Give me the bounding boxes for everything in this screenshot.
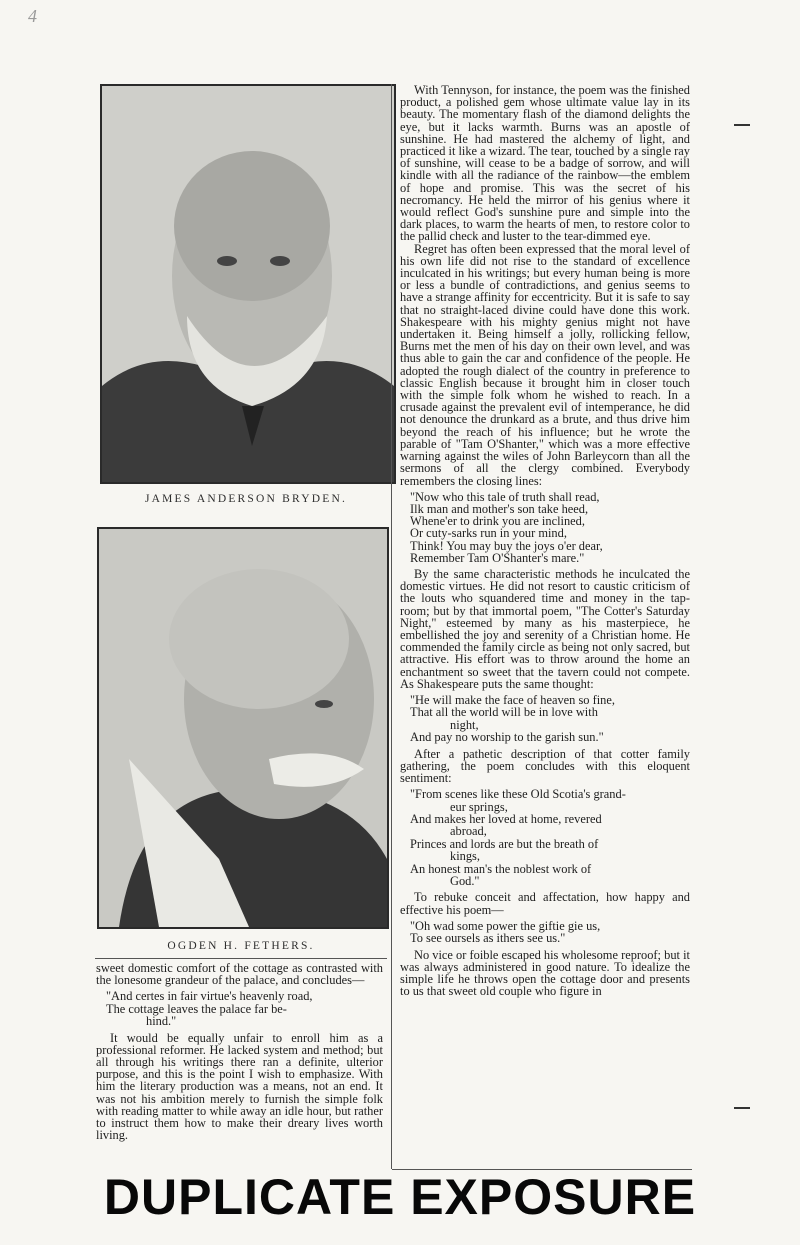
portrait-photo-fethers xyxy=(97,527,389,929)
quote-line: To see oursels as ithers see us." xyxy=(410,931,566,946)
quote-line: Remember Tam O'Shanter's mare." xyxy=(410,550,585,565)
quote-line: The cottage leaves the palace far be- xyxy=(106,1001,287,1016)
duplicate-exposure-stamp: DUPLICATE EXPOSURE xyxy=(103,1169,697,1225)
poem-quote xyxy=(400,920,690,945)
paragraph: No vice or foible escaped his wholesome reproof; but it was always administered in good nature. To idealize the simple life he throws open the cottage door and presents to us that sweet old couple who figure in xyxy=(400,947,690,999)
poem-quote xyxy=(400,491,690,564)
quote-line: Whene'er to drink you are inclined, xyxy=(410,514,585,529)
paragraph: To rebuke conceit and affectation, how happy and effective his poem— xyxy=(400,890,690,917)
page-number-mark: 4 xyxy=(28,6,37,26)
quote-line: Princes and lords are but the breath of xyxy=(410,836,599,851)
left-column-text xyxy=(96,962,383,1168)
portrait-caption-bryden: JAMES ANDERSON BRYDEN. xyxy=(144,493,348,505)
column-rule xyxy=(391,84,392,1169)
poem-quote xyxy=(400,694,690,744)
quote-line: Or cuty-sarks run in your mind, xyxy=(410,526,567,541)
quote-line: abroad, xyxy=(450,824,487,839)
paragraph: sweet domestic comfort of the cottage as contrasted with the lonesome grandeur of the palace, and concludes— xyxy=(96,962,383,988)
paragraph: By the same characteristic methods he inculcated the domestic virtues. He did not resort to caustic criticism of the louts who squandered time and money in the tap-room; but by that immortal poem, "The Cotter's Saturday Night," esteemed by many as his masterpiece, he embellished the joy and serenity of a Christian home. He commended the family circle as being not only sacred, but attractive. His effort was to throw around the home an enchantment so sweet that the tavern could not compete. As Shakespeare puts the same thought: xyxy=(400,566,690,691)
poem-quote xyxy=(96,990,383,1027)
poem-quote xyxy=(400,788,690,887)
quote-line: "Now who this tale of truth shall read, xyxy=(410,489,600,504)
paragraph: Regret has often been expressed that the moral level of his own life did not rise to the standard of excellence inculcated in his writings; but every human being is more or less a bundle of contradictions, and genius seems to have a strange affinity for eccentricity. But it is safe to say that no straight-laced divine could have done this work. Shakespeare with his mighty genius might not have undertaken it. Being himself a jolly, rollicking fellow, Burns met the men of his day on their own level, and was thus able to gain the car and confidence of the people. He adopted the rough dialect of the country in preference to classic English because it brought him in closer touch with the simple folk whom he wished to reach. In a crusade against the prevalent evil of intemperance, he did not denounce the drunkard as a brute, and thus drive him beyond the reach of his influence; but he wrote the parable of "Tam O'Shanter," which was a more effective warning against the wiles of John Barleycorn than all the sermons of all the clergy combined. Everybody remembers the closing lines: xyxy=(400,241,690,488)
edge-mark-bottom xyxy=(734,1107,750,1109)
quote-line: kings, xyxy=(450,849,480,864)
right-column-text xyxy=(400,84,690,1168)
left-column-top-rule xyxy=(95,958,387,959)
portrait-caption-fethers: OGDEN H. FETHERS. xyxy=(167,940,315,952)
edge-mark-top xyxy=(734,124,750,126)
quote-line: "From scenes like these Old Scotia's grand- xyxy=(410,787,626,802)
quote-line: An honest man's the noblest work of xyxy=(410,861,592,876)
quote-line: And makes her loved at home, revered xyxy=(410,812,602,826)
quote-line: "He will make the face of heaven so fine, xyxy=(410,692,615,707)
quote-line: "Oh wad some power the giftie gie us, xyxy=(410,918,601,933)
portrait-photo-bryden xyxy=(100,84,396,484)
paragraph: It would be equally unfair to enroll him as a professional reformer. He lacked system and method; but all through his writings there ran a definite, ulterior purpose, and this is the point I wish to emphasize. With him the literary production was a means, not an end. It was not his ambition merely to furnish the simple folk with reading matter to while away an idle hour, but rather to instruct them how to make their dreary lives worth living. xyxy=(96,1030,383,1143)
quote-line: And pay no worship to the garish sun." xyxy=(410,730,604,745)
quote-line: That all the world will be in love with xyxy=(410,705,598,720)
quote-line: "And certes in fair virtue's heavenly road, xyxy=(106,989,313,1004)
paragraph: After a pathetic description of that cotter family gathering, the poem concludes with this eloquent sentiment: xyxy=(400,746,690,785)
paragraph: With Tennyson, for instance, the poem was the finished product, a polished gem whose ultimate value lay in its beauty. The momentary flash of the diamond delights the eye, but it lacks warmth. Burns was an apostle of sunshine. He had mastered the alchemy of light, and practiced it like a wizard. The tear, touched by a single ray of sunshine, will cease to be a badge of sorrow, and will kindle with all the radiance of the rainbow—the emblem of hope and promise. This was the secret of his necromancy. He held the mirror of his genius where it would reflect God's sunshine pure and simple into the dark places, to warm the hearts of men, to restore color to the pallid check and luster to the tear-dimmed eye. xyxy=(400,84,690,244)
quote-line: night, xyxy=(450,717,479,732)
quote-line: God." xyxy=(450,874,480,889)
quote-line: eur springs, xyxy=(450,799,508,814)
quote-line: Ilk man and mother's son take heed, xyxy=(410,501,589,516)
quote-line: Think! You may buy the joys o'er dear, xyxy=(410,538,603,553)
quote-line: hind." xyxy=(146,1014,177,1029)
